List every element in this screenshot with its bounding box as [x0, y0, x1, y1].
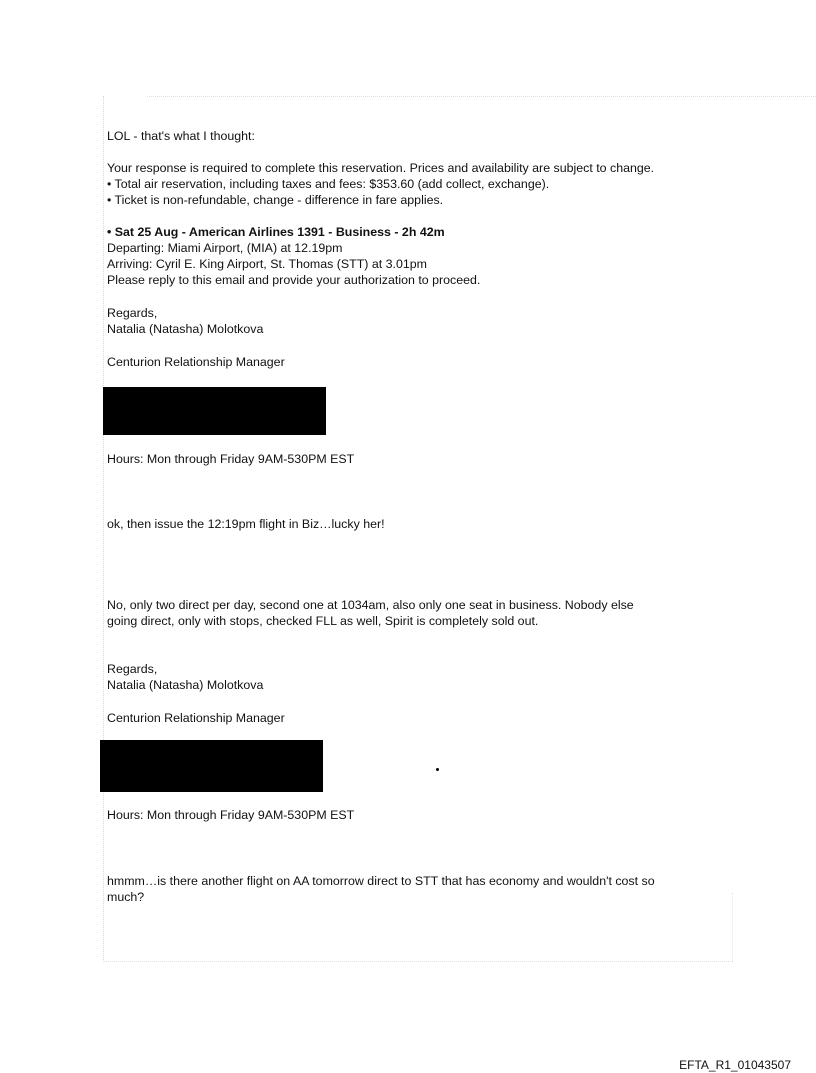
redaction-box-1	[103, 387, 326, 435]
original-question-block	[107, 873, 747, 905]
signature-1-title: Centurion Relationship Manager	[107, 355, 285, 369]
flight-line: • Sat 25 Aug - American Airlines 1391 - Business - 2h 42m	[107, 225, 445, 239]
signature-2-title: Centurion Relationship Manager	[107, 711, 285, 725]
signature-1-hours: Hours: Mon through Friday 9AM-530PM EST	[107, 452, 355, 466]
authorization-request: Please reply to this email and provide your authorization to proceed.	[107, 273, 481, 287]
original-question-line-1: hmmm…is there another flight on AA tomorrow direct to STT that has economy and wouldn't cost so	[107, 874, 655, 888]
signature-2-regards: Regards,	[107, 662, 158, 676]
arriving-line: Arriving: Cyril E. King Airport, St. Thomas (STT) at 3.01pm	[107, 257, 427, 271]
signature-2-name: Natalia (Natasha) Molotkova	[107, 678, 264, 692]
signature-2-hours: Hours: Mon through Friday 9AM-530PM EST	[107, 808, 355, 822]
reservation-intro: Your response is required to complete this reservation. Prices and availability are subject to change.	[107, 161, 655, 175]
signature-2-regards-block	[107, 661, 747, 693]
flight-details-block	[107, 224, 747, 288]
reservation-bullet-refund: • Ticket is non-refundable, change - difference in fare applies.	[107, 193, 444, 207]
redaction-box-2	[100, 740, 323, 792]
document-id: EFTA_R1_01043507	[679, 1058, 791, 1072]
reply-issue-flight: ok, then issue the 12:19pm flight in Biz…lucky her!	[107, 517, 385, 531]
signature-1-name: Natalia (Natasha) Molotkova	[107, 322, 264, 336]
reply-options-block	[107, 597, 747, 629]
departing-line: Departing: Miami Airport, (MIA) at 12.19pm	[107, 241, 343, 255]
reply-options-line-1: No, only two direct per day, second one at 1034am, also only one seat in business. Nobody else	[107, 598, 634, 612]
reply-options-line-2: going direct, only with stops, checked FLL as well, Spirit is completely sold out.	[107, 614, 539, 628]
email-frame-left-border	[103, 96, 104, 962]
original-question-line-2: much?	[107, 890, 145, 904]
email-frame-top-border	[147, 96, 816, 97]
reservation-block	[107, 160, 747, 208]
reply-lol: LOL - that's what I thought:	[107, 129, 255, 143]
signature-1-regards-block	[107, 305, 747, 337]
reservation-bullet-total: • Total air reservation, including taxes and fees: $353.60 (add collect, exchange).	[107, 177, 550, 191]
stray-dot	[436, 768, 439, 771]
signature-1-regards: Regards,	[107, 306, 158, 320]
email-frame-bottom-border	[103, 961, 733, 962]
